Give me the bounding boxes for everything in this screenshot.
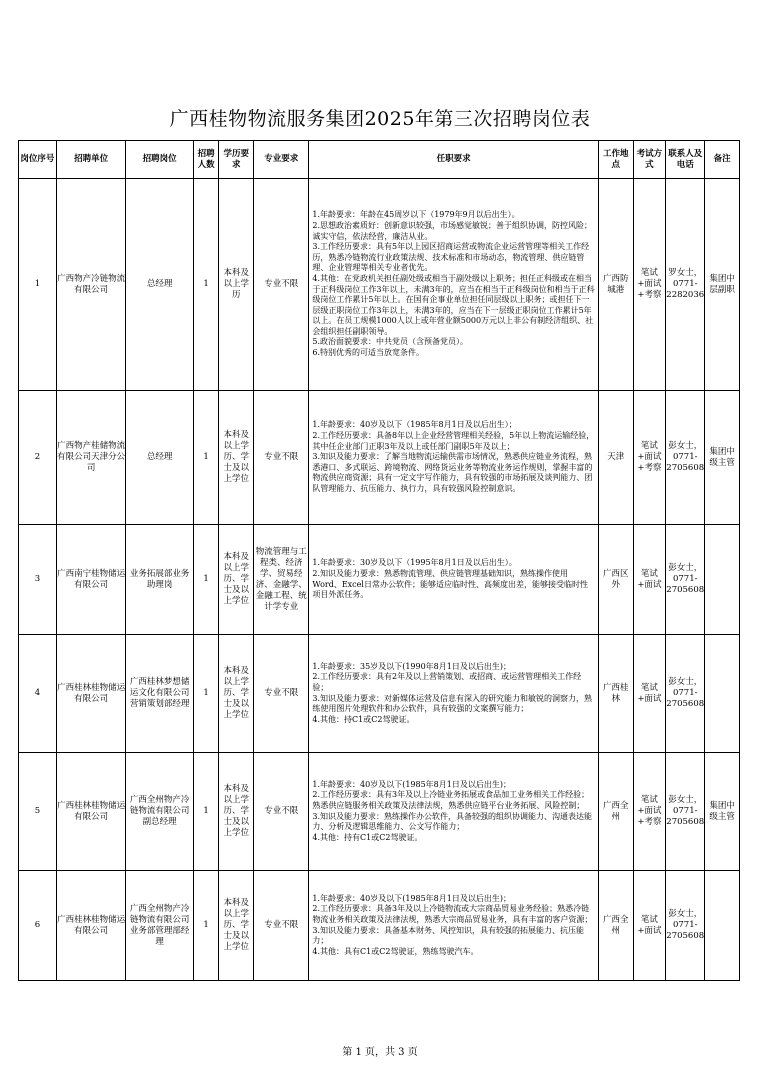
requirement-line: 4.其他：具有C1或C2驾驶证，熟练驾驶汽车。 — [312, 946, 479, 956]
work-location: 广西桂林 — [598, 635, 633, 753]
requirement-line: 5.政治面貌要求：中共党员（含预备党员）。 — [312, 337, 469, 347]
row-number: 5 — [19, 753, 57, 871]
exam-method: 笔试+面试+考察 — [633, 753, 666, 871]
requirement-line: 1.年龄要求：40岁及以下（1985年8月1日及以后出生）； — [312, 420, 517, 430]
education-requirement: 本科及以上学历、学士及以上学位 — [219, 871, 254, 981]
requirement-line: 1.年龄要求：35岁及以下(1990年8月1日及以后出生)； — [312, 661, 511, 671]
headcount: 1 — [193, 391, 219, 525]
header-cell: 学历要求 — [219, 141, 254, 179]
requirement-line: 2.知识及能力要求：熟悉物流管理、供应链管理基础知识，熟练操作使用Word、Excel日常办公软件；能够适应临时性、高频度出差，能够接受临时性项目外派任务。 — [312, 568, 588, 600]
requirement-line: 2.工作经历要求：具有3年及以上冷链业务拓展或食品加工业务相关工作经验；熟悉供应链服务相关政策及法律法规，熟悉供应链平台业务拓展、风险控制； — [312, 790, 590, 810]
contact-info: 彭女士，0771-2705608 — [666, 753, 705, 871]
requirement-line: 1.年龄要求：40岁及以下(1985年8月1日及以后出生)； — [312, 893, 511, 903]
requirement-line: 2.工作经历要求：具备8年以上企业经营管理相关经验，5年以上物流运输经验，其中任企业部门正职3年及以上或任部门副职5年及以上； — [312, 431, 595, 451]
requirement-line: 2.工作经历要求：具有2年及以上营销策划、或招商、或运营管理相关工作经验； — [312, 672, 582, 692]
row-number: 1 — [19, 179, 57, 391]
header-cell: 招聘岗位 — [126, 141, 193, 179]
work-location: 广西区外 — [598, 525, 633, 635]
row-number: 3 — [19, 525, 57, 635]
header-cell: 备注 — [705, 141, 740, 179]
work-location: 广西全州 — [598, 871, 633, 981]
requirement-line: 3.知识及能力要求：了解当地物流运输供需市场情况，熟悉供应链业务流程，熟悉港口、多式联运、跨境物流、网络货运业务等物流业务运作规则，掌握丰富的物流供应商资源；具有一定文字写作能力，具有较强的市场拓展及谈判能力、团队管理能力、抗压能力、执行力，具有较强风险控制意识。 — [312, 452, 593, 493]
education-requirement: 本科及以上学历、学士及以上学位 — [219, 525, 254, 635]
headcount: 1 — [193, 871, 219, 981]
major-requirement: 专业不限 — [254, 635, 309, 753]
requirement-line: 6.特别优秀的可适当放宽条件。 — [312, 348, 425, 358]
contact-info: 彭女士，0771-2705608 — [666, 871, 705, 981]
job-position: 广西全州物产冷链物流有限公司副总经理 — [126, 753, 193, 871]
remark — [705, 525, 740, 635]
header-cell: 岗位序号 — [19, 141, 57, 179]
page-footer: 第 1 页，共 3 页 — [342, 1047, 418, 1058]
requirement-line: 3.知识及能力要求：对新媒体运营及信息有深入的研究能力和敏锐的洞察力，熟练使用图片处理软件和办公软件，具有较强的文案撰写能力； — [312, 693, 593, 714]
job-position: 广西桂林梦想储运文化有限公司营销策划部经理 — [126, 635, 193, 753]
page-title: 广西桂物物流服务集团2025年第三次招聘岗位表 — [169, 108, 591, 130]
contact-info: 彭女士，0771-2705608 — [666, 635, 705, 753]
job-position: 广西全州物产冷链物流有限公司业务部管理部经理 — [126, 871, 193, 981]
recruiting-unit: 广西桂林桂物储运有限公司 — [56, 635, 126, 753]
requirement-line: 1.年龄要求：30岁及以下（1995年8月1日及以后出生）。 — [312, 558, 517, 568]
requirement-line: 2.工作经历要求：具备3年及以上冷链物流或大宗商品贸易业务经验；熟悉冷链物流业务相关政策及法律法规，熟悉大宗商品贸易业务，具有丰富的客户资源； — [312, 904, 593, 924]
table-row — [19, 391, 740, 525]
header-cell: 工作地点 — [598, 141, 633, 179]
requirement-line: 3.知识及能力要求：熟练操作办公软件，具备较强的组织协调能力、沟通表达能力、分析及逻辑思维能力、公文写作能力； — [312, 811, 593, 832]
remark — [705, 635, 740, 753]
remark: 集团中层副职 — [705, 179, 740, 391]
job-position: 总经理 — [126, 391, 193, 525]
work-location: 天津 — [598, 391, 633, 525]
table-row — [19, 871, 740, 981]
job-requirements — [309, 753, 598, 871]
exam-method: 笔试+面试+考察 — [633, 179, 666, 391]
table-row — [19, 525, 740, 635]
headcount: 1 — [193, 635, 219, 753]
requirement-line: 2.思想政治素质好：创新意识较强，市场感觉敏锐；善于组织协调，防控风险；诚实守信，依法经营，廉洁从业。 — [312, 220, 593, 241]
major-requirement: 物流管理与工程类、经济学、贸易经济、金融学、金融工程、统计学专业 — [254, 525, 309, 635]
work-location: 广西防城港 — [598, 179, 633, 391]
major-requirement: 专业不限 — [254, 179, 309, 391]
requirement-line: 1.年龄要求：年龄在45周岁以下（1979年9月以后出生）。 — [312, 210, 520, 220]
contact-info: 彭女士，0771-2705608 — [666, 391, 705, 525]
requirement-line: 4.其他：在党政机关担任副处级或相当于副处级以上职务；担任正科级或在相当于正科级岗位工作3年以上，未满3年的，应当在相当于正科级岗位和相当于正科级岗位工作累计5年以上。在国有企事业单位担任同层级以上职务；或担任下一层级正职岗位工作3年以上，未满3年的，应当在下一层级正职岗位工作累计5年以上。在员工规模1000人以上或年营业额5000万元以上非公有制经济组织、社会组织担任副职领导。 — [312, 273, 595, 336]
job-requirements — [309, 635, 598, 753]
education-requirement: 本科及以上学历、学士及以上学位 — [219, 635, 254, 753]
recruitment-table — [18, 140, 740, 981]
major-requirement: 专业不限 — [254, 391, 309, 525]
job-requirements — [309, 525, 598, 635]
recruiting-unit: 广西桂林桂物储运有限公司 — [56, 753, 126, 871]
requirement-line: 3.工作经历要求：具有5年以上园区招商运营或物流企业运营管理等相关工作经历，熟悉冷链物流行业政策法规、技术标准和市场动态，物流管理、供应链管理、企业管理等相关专业者优先。 — [312, 242, 590, 273]
row-number: 2 — [19, 391, 57, 525]
requirement-line: 3.知识及能力要求：具备基本财务、风控知识，具有较强的拓展能力、抗压能力； — [312, 925, 585, 946]
table-row — [19, 635, 740, 753]
exam-method: 笔试+面试 — [633, 525, 666, 635]
major-requirement: 专业不限 — [254, 753, 309, 871]
job-requirements — [309, 871, 598, 981]
remark — [705, 871, 740, 981]
header-cell: 联系人及电话 — [666, 141, 705, 179]
contact-info: 彭女士，0771-2705608 — [666, 525, 705, 635]
table-row — [19, 753, 740, 871]
job-requirements — [309, 391, 598, 525]
education-requirement: 本科及以上学历、学士及以上学位 — [219, 391, 254, 525]
header-cell: 考试方式 — [633, 141, 666, 179]
requirement-line: 4.其他：持C1或C2驾驶证。 — [312, 714, 415, 724]
recruiting-unit: 广西物产桂储物流有限公司天津分公司 — [56, 391, 126, 525]
exam-method: 笔试+面试 — [633, 635, 666, 753]
recruiting-unit: 广西物产冷链物流有限公司 — [56, 179, 126, 391]
header-row — [19, 141, 740, 179]
row-number: 6 — [19, 871, 57, 981]
remark: 集团中级主管 — [705, 391, 740, 525]
header-cell: 任职要求 — [309, 141, 598, 179]
recruiting-unit: 广西桂林桂物储运有限公司 — [56, 871, 126, 981]
education-requirement: 本科及以上学历 — [219, 179, 254, 391]
headcount: 1 — [193, 179, 219, 391]
headcount: 1 — [193, 525, 219, 635]
header-cell: 专业要求 — [254, 141, 309, 179]
work-location: 广西全州 — [598, 753, 633, 871]
education-requirement: 本科及以上学历、学士及以上学位 — [219, 753, 254, 871]
recruiting-unit: 广西南宁桂物储运有限公司 — [56, 525, 126, 635]
exam-method: 笔试+面试 — [633, 871, 666, 981]
job-position: 业务拓展部业务助理岗 — [126, 525, 193, 635]
exam-method: 笔试+面试+考察 — [633, 391, 666, 525]
job-requirements — [309, 179, 598, 391]
header-cell: 招聘人数 — [193, 141, 219, 179]
remark: 集团中级主管 — [705, 753, 740, 871]
requirement-line: 1.年龄要求：40岁及以下(1985年8月1日及以后出生)； — [312, 779, 511, 789]
headcount: 1 — [193, 753, 219, 871]
job-position: 总经理 — [126, 179, 193, 391]
contact-info: 罗女士，0771-2282036 — [666, 179, 705, 391]
major-requirement: 专业不限 — [254, 871, 309, 981]
row-number: 4 — [19, 635, 57, 753]
requirement-line: 4.其他：持有C1或C2驾驶证。 — [312, 832, 423, 842]
header-cell: 招聘单位 — [56, 141, 126, 179]
table-row — [19, 179, 740, 391]
